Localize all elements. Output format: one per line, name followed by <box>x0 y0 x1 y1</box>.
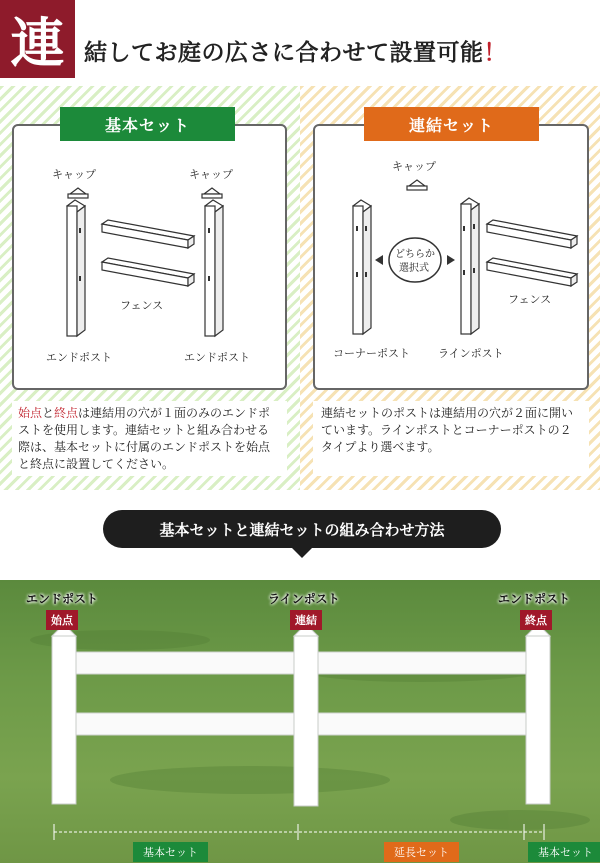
arrow-right-icon <box>447 255 455 265</box>
end-post-left <box>67 206 77 336</box>
photo-right-post-label: エンドポスト <box>498 592 571 606</box>
basic-set-span-label-2: 基本セット <box>528 842 600 862</box>
photo-left-post-label: エンドポスト <box>26 592 99 606</box>
note-and: と <box>42 406 55 420</box>
note-end-point: 終点 <box>54 406 79 420</box>
post-right-photo <box>526 636 550 804</box>
combo-heading-pointer <box>290 546 314 558</box>
line-post <box>461 204 471 334</box>
corner-post-label: コーナーポスト <box>333 347 410 360</box>
note-start-point: 始点 <box>18 406 43 420</box>
post-left-photo <box>52 636 76 804</box>
header-badge: 連 <box>0 0 75 78</box>
extension-set-span-label: 延長セット <box>384 842 459 862</box>
choice-text-2: 選択式 <box>399 263 429 274</box>
basic-set-tag: 基本セット <box>60 107 235 141</box>
link-set-note: 連結セットのポストは連結用の穴が２面に開いています。ラインポストとコーナーポストの２タイプより選べます。 <box>313 401 589 476</box>
basic-set-note <box>12 401 287 476</box>
link-cap-label: キャップ <box>392 160 436 173</box>
note-rest: は連結用の穴が１面のみのエンドポストを使用します。連結セットと組み合わせる際は、基本セットに付属のエンドポストを始点と終点に設置してください。 <box>18 406 271 471</box>
link-fence-label: フェンス <box>508 293 552 306</box>
cap-icon-left <box>70 188 86 194</box>
link-set-diagram <box>313 124 589 390</box>
post-middle-photo <box>294 636 318 806</box>
corner-post <box>353 206 363 334</box>
cap-label-left: キャップ <box>52 168 96 181</box>
arrow-left-icon <box>375 255 383 265</box>
link-point-badge: 連結 <box>290 610 322 630</box>
link-cap-icon <box>409 180 425 186</box>
header-exclaim: ！ <box>483 40 507 66</box>
end-point-badge: 終点 <box>520 610 552 630</box>
fence-label: フェンス <box>120 299 164 312</box>
start-point-badge: 始点 <box>46 610 78 630</box>
combo-heading: 基本セットと連結セットの組み合わせ方法 <box>103 510 501 548</box>
photo-mid-post-label: ラインポスト <box>268 592 340 606</box>
end-post-right <box>205 206 215 336</box>
basic-set-diagram <box>12 124 287 390</box>
line-post-label: ラインポスト <box>438 347 504 360</box>
link-set-tag: 連結セット <box>364 107 539 141</box>
cap-base-right <box>202 194 222 198</box>
choice-text-1: どちらか <box>395 249 435 260</box>
end-post-label-right: エンドポスト <box>184 351 250 364</box>
basic-set-span-label: 基本セット <box>133 842 208 862</box>
cap-base-left <box>68 194 88 198</box>
cap-icon-right <box>204 188 220 194</box>
header-title-text: 結してお庭の広さに合わせて設置可能 <box>84 40 484 66</box>
end-post-label-left: エンドポスト <box>46 351 112 364</box>
header-title <box>84 34 507 67</box>
cap-label-right: キャップ <box>189 168 233 181</box>
